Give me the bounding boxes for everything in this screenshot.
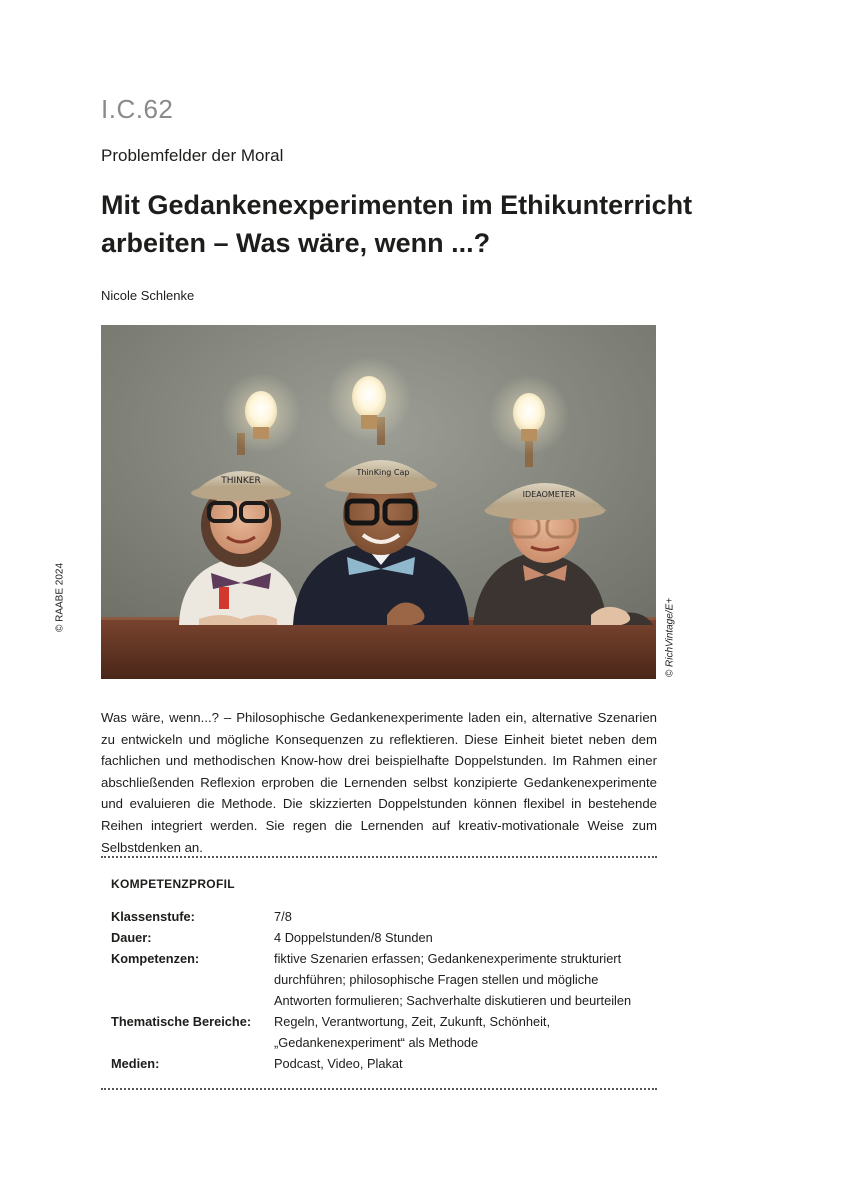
kp-label: Klassenstufe: [111, 909, 195, 924]
cover-photo [101, 325, 656, 679]
kp-value: fiktive Szenarien erfassen; Gedankenexperimente strukturiert durchführen; philosophische Fragen stellen und mögliche Antworten formulieren; Sachverhalte diskutieren und beurteilen [274, 951, 632, 1008]
kp-label: Thematische Bereiche: [111, 1014, 252, 1029]
kp-value: 4 Doppelstunden/8 Stunden [274, 930, 433, 945]
kp-row-dauer [111, 927, 651, 948]
author-name: Nicole Schlenke [101, 288, 195, 303]
kp-label: Dauer: [111, 930, 152, 945]
kompetenzprofil-table [111, 906, 651, 1074]
series-title: Problemfelder der Moral [101, 146, 284, 165]
photo-credit: © RichVintage/E+ [664, 597, 676, 678]
divider-top [101, 856, 657, 858]
kp-label: Kompetenzen: [111, 951, 200, 966]
title-line-2: arbeiten – Was wäre, wenn ...? [101, 228, 491, 258]
helmet-label-thinking-cap: ThinKing Cap [356, 468, 410, 477]
kp-row-kompetenzen [111, 948, 651, 1011]
kp-row-medien [111, 1053, 651, 1074]
unit-code: I.C.62 [101, 94, 174, 124]
intro-paragraph: Was wäre, wenn...? – Philosophische Gedankenexperimente laden ein, alternative Szenarien zu entwickeln und mögliche Konsequenzen zu reflektieren. Diese Einheit bietet neben dem fachlichen und methodischen Know-how drei beispielhafte Doppelstunden. Im Rahmen einer abschließenden Reflexion erproben die Lernenden selbst konzipierte Gedankenexperimente und evaluieren die Methode. Die skizzierten Doppelstunden können flexibel in bestehende Reihen integriert werden. Sie regen die Lernenden auf kreativ-motivationale Weise zum Selbstdenken an. [101, 710, 657, 855]
divider-bottom [101, 1088, 657, 1090]
kp-label: Medien: [111, 1056, 160, 1071]
side-copyright: © RAABE 2024 [54, 562, 66, 633]
kompetenzprofil-title: KOMPETENZPROFIL [111, 877, 235, 891]
helmet-label-thinker: THINKER [221, 476, 261, 486]
title-line-1: Mit Gedankenexperimenten im Ethikunterricht [101, 190, 693, 220]
kp-row-thematische-bereiche [111, 1011, 651, 1053]
kp-value: 7/8 [274, 909, 292, 924]
kp-value: Podcast, Video, Plakat [274, 1056, 403, 1071]
kp-value: Regeln, Verantwortung, Zeit, Zukunft, Schönheit, „Gedankenexperiment“ als Methode [274, 1014, 551, 1050]
helmet-label-ideaometer: IDEAOMETER [522, 490, 576, 499]
page-title [101, 186, 701, 262]
kp-row-klassenstufe [111, 906, 651, 927]
